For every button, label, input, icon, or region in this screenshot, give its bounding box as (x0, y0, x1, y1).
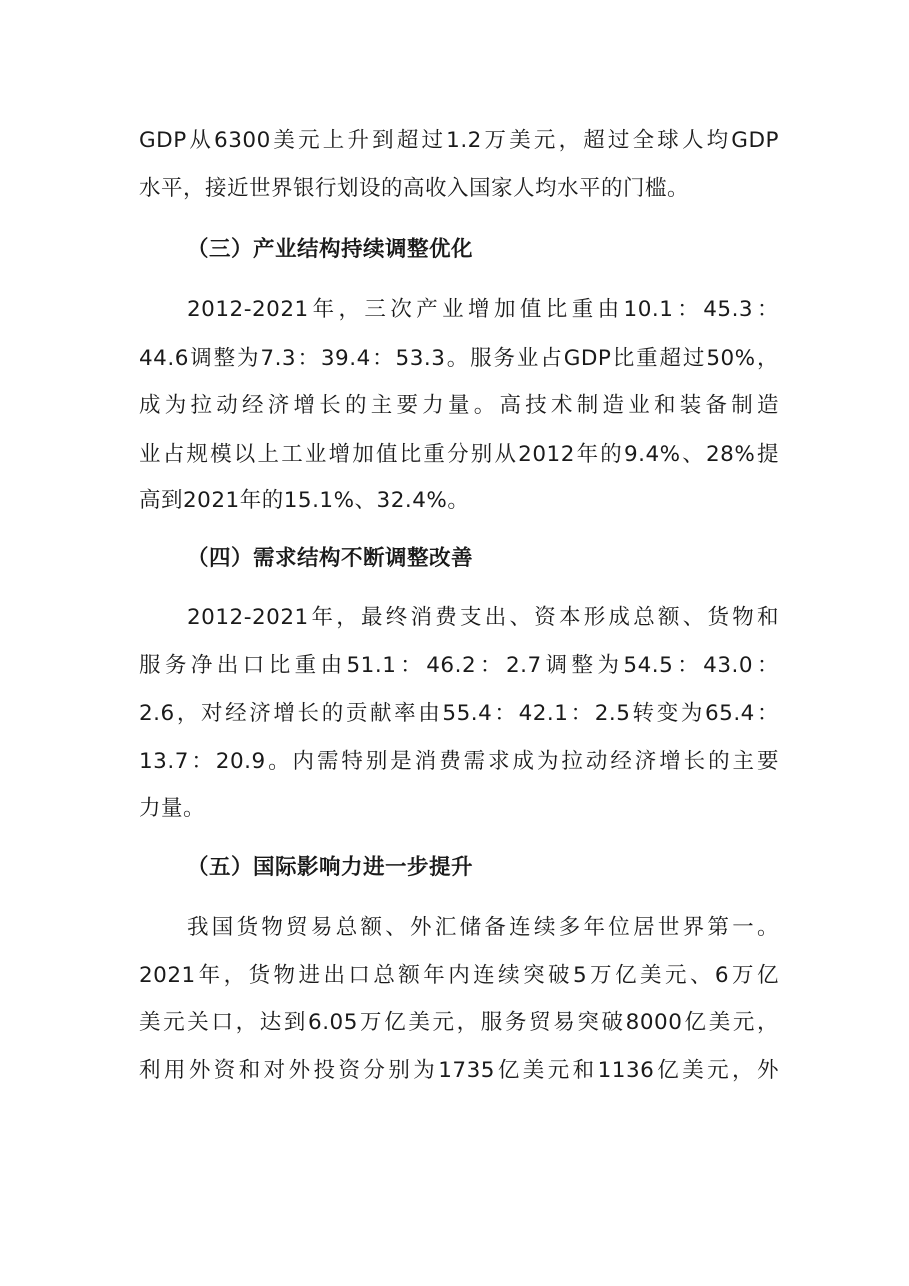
section-heading-3: （三）产业结构持续调整优化 (187, 237, 474, 262)
paragraph-line: 服务净出口比重由51.1：46.2：2.7调整为54.5：43.0： (139, 653, 779, 678)
paragraph-line: 水平，接近世界银行划设的高收入国家人均水平的门槛。 (139, 176, 690, 201)
paragraph-line: 2021年，货物进出口总额年内连续突破5万亿美元、6万亿 (139, 963, 779, 988)
paragraph-line: GDP从6300美元上升到超过1.2万美元，超过全球人均GDP (139, 128, 779, 153)
paragraph-line: 我国货物贸易总额、外汇储备连续多年位居世界第一。 (187, 915, 779, 940)
paragraph-line: 力量。 (139, 796, 206, 821)
paragraph-line: 美元关口，达到6.05万亿美元，服务贸易突破8000亿美元， (139, 1010, 779, 1035)
paragraph-line: 业占规模以上工业增加值比重分别从2012年的9.4%、28%提 (139, 442, 779, 467)
paragraph-line: 2.6，对经济增长的贡献率由55.4：42.1：2.5转变为65.4： (139, 701, 779, 726)
paragraph-line: 成为拉动经济增长的主要力量。高技术制造业和装备制造 (139, 393, 779, 418)
paragraph-line: 高到2021年的15.1%、32.4%。 (139, 488, 470, 513)
paragraph-line: 2012-2021年，三次产业增加值比重由10.1：45.3： (187, 297, 779, 322)
section-heading-4: （四）需求结构不断调整改善 (187, 546, 474, 571)
section-heading-5: （五）国际影响力进一步提升 (187, 855, 474, 880)
paragraph-line: 13.7：20.9。内需特别是消费需求成为拉动经济增长的主要 (139, 749, 779, 774)
paragraph-line: 44.6调整为7.3：39.4：53.3。服务业占GDP比重超过50%， (139, 346, 779, 371)
paragraph-line: 2012-2021年，最终消费支出、资本形成总额、货物和 (187, 605, 779, 630)
paragraph-line: 利用外资和对外投资分别为1735亿美元和1136亿美元，外 (139, 1058, 779, 1083)
